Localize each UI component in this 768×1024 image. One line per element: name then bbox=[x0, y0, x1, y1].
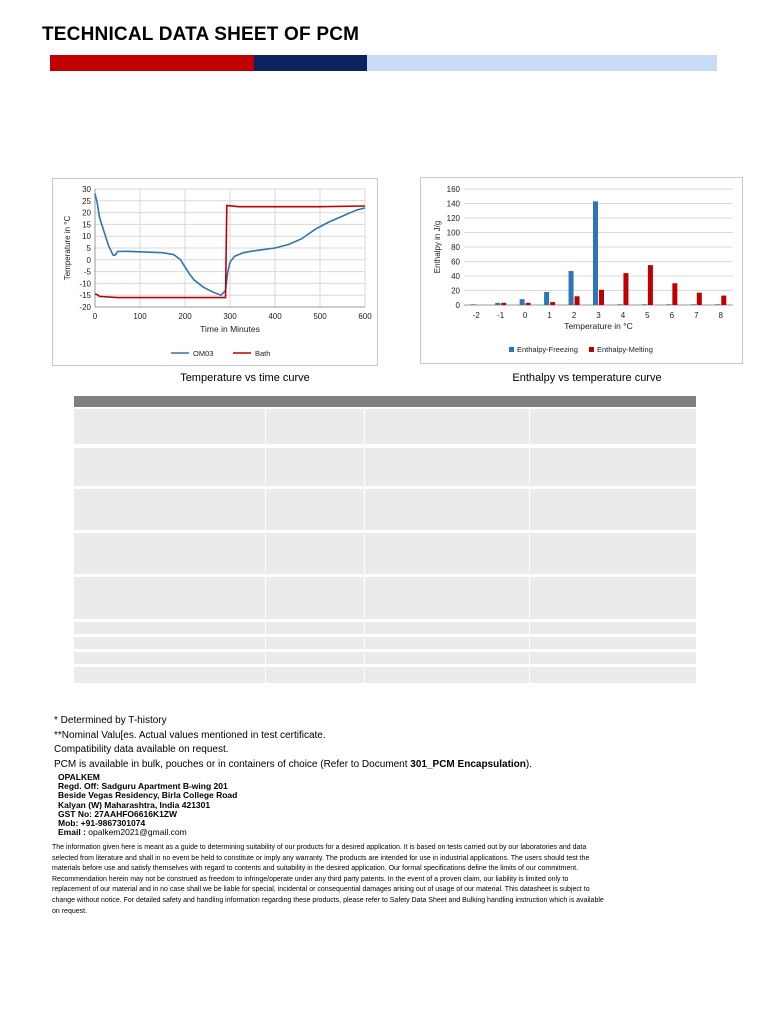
y-tick-label: -15 bbox=[79, 291, 91, 301]
bar-enthalpy-melting bbox=[697, 293, 702, 305]
disclaimer bbox=[52, 843, 712, 917]
table-column-divider bbox=[364, 407, 365, 683]
bar-enthalpy-freezing bbox=[715, 304, 720, 305]
bar-enthalpy-freezing bbox=[544, 292, 549, 305]
x-tick-label: 2 bbox=[571, 311, 577, 320]
disclaimer-line: change without notice. For detailed safety and handling information regarding these products, please refer to Safety Data Sheet and Bulking handling instruction which is available bbox=[52, 896, 604, 904]
x-tick-label: 400 bbox=[268, 312, 282, 321]
enthalpy-temperature-chart bbox=[420, 177, 743, 364]
bar-enthalpy-freezing bbox=[569, 271, 574, 305]
table-column-divider bbox=[529, 407, 530, 683]
header-bar-navy bbox=[254, 55, 367, 71]
bar-enthalpy-melting bbox=[526, 303, 531, 305]
y-tick-label: -20 bbox=[79, 303, 91, 312]
y-tick-label: 30 bbox=[82, 185, 91, 194]
header-bar-light bbox=[367, 55, 717, 71]
bar-enthalpy-freezing bbox=[642, 304, 647, 305]
bar-enthalpy-freezing bbox=[471, 304, 476, 305]
x-tick-label: 7 bbox=[694, 311, 699, 320]
y-tick-label: 100 bbox=[446, 228, 460, 238]
y-axis-label: Enthalpy in J/g bbox=[433, 220, 442, 274]
x-tick-label: 0 bbox=[92, 312, 98, 321]
y-tick-label: 0 bbox=[455, 301, 460, 310]
disclaimer-line: replacement of our material and in no case shall we be liable for special, incidental or consequential damages arising out of usage of our material. This datasheet is subject to bbox=[52, 886, 590, 894]
x-tick-label: 200 bbox=[178, 312, 192, 321]
x-tick-label: 600 bbox=[358, 312, 372, 321]
legend-swatch bbox=[589, 347, 594, 352]
y-tick-label: 140 bbox=[446, 199, 460, 209]
y-tick-label: 80 bbox=[451, 243, 460, 252]
bar-enthalpy-melting bbox=[599, 290, 604, 305]
bar-enthalpy-melting bbox=[672, 283, 677, 305]
company-name: OPALKEM bbox=[58, 772, 100, 782]
y-tick-label: -5 bbox=[83, 267, 91, 277]
x-tick-label: 6 bbox=[669, 311, 675, 320]
x-tick-label: 300 bbox=[223, 312, 237, 321]
mobile-number: Mob: +91-9867301074 bbox=[58, 818, 146, 829]
x-tick-label: 1 bbox=[547, 311, 552, 320]
bar-enthalpy-melting bbox=[550, 302, 555, 305]
y-tick-label: 25 bbox=[82, 196, 91, 206]
x-tick-label: 500 bbox=[313, 312, 327, 321]
bar-enthalpy-freezing bbox=[666, 304, 671, 305]
table-row bbox=[74, 409, 696, 444]
table-row bbox=[74, 577, 696, 619]
x-tick-label: 4 bbox=[620, 311, 626, 320]
table-row bbox=[74, 622, 696, 634]
y-tick-label: 20 bbox=[451, 286, 460, 296]
page-title: TECHNICAL DATA SHEET OF PCM bbox=[42, 24, 360, 45]
y-tick-label: 5 bbox=[86, 244, 91, 253]
x-tick-label: 5 bbox=[645, 311, 650, 320]
note-t-history: * Determined by T-history bbox=[54, 715, 167, 726]
bar-enthalpy-melting bbox=[623, 273, 628, 305]
disclaimer-line: materials before use and satisfy themselves with regard to contents and suitability in the desired application. Our formal specifications define the limits of our commitment. bbox=[52, 865, 579, 873]
disclaimer-line: The information given here is meant as a guide to determining suitability of our products for a desired application. It is based on tests carried out by our laboratories and data bbox=[52, 844, 587, 851]
caption-temperature-time: Temperature vs time curve bbox=[180, 372, 310, 384]
legend-label: Enthalpy-Melting bbox=[597, 345, 653, 354]
legend-swatch bbox=[509, 347, 514, 352]
document-reference: 301_PCM Encapsulation bbox=[410, 758, 526, 770]
legend-label: OM03 bbox=[193, 349, 214, 358]
header-bar-red bbox=[50, 55, 254, 71]
address-line: Beside Vegas Residency, Birla College Road bbox=[58, 790, 238, 801]
bar-enthalpy-melting bbox=[721, 296, 726, 305]
email-address: opalkem2021@gmail.com bbox=[88, 827, 187, 838]
disclaimer-line: selected from literature and shall in no event be held to constitute or imply any warranty. The products are intended for use in industrial applications. The users should test the bbox=[52, 854, 590, 862]
enthalpy-temperature-chart-svg bbox=[421, 178, 742, 363]
caption-enthalpy-temperature: Enthalpy vs temperature curve bbox=[512, 372, 662, 384]
bar-enthalpy-melting bbox=[575, 296, 580, 305]
table-row bbox=[74, 489, 696, 530]
disclaimer-line: on request. bbox=[52, 907, 88, 915]
notes bbox=[54, 714, 532, 772]
y-tick-label: 160 bbox=[446, 185, 460, 194]
table-row bbox=[74, 533, 696, 574]
y-tick-label: 15 bbox=[82, 220, 91, 230]
y-tick-label: 0 bbox=[86, 255, 91, 265]
note-pcm-availability: PCM is available in bulk, pouches or in containers of choice (Refer to Document 301_PCM Encapsulation). bbox=[54, 758, 532, 770]
bar-enthalpy-freezing bbox=[617, 304, 622, 305]
bar-enthalpy-melting bbox=[501, 303, 506, 305]
x-tick-label: 8 bbox=[718, 311, 723, 320]
disclaimer-line: Recommendation herein may not be construed as freedom to infringe/operate under any third party patents. In the event of a proven claim, our liability is limited only to bbox=[52, 875, 569, 883]
bar-enthalpy-freezing bbox=[495, 303, 500, 305]
y-axis-label: Temperature in °C bbox=[63, 215, 72, 281]
temperature-time-chart bbox=[52, 178, 378, 366]
table-row bbox=[74, 667, 696, 683]
temperature-time-chart-svg bbox=[53, 179, 377, 365]
legend-label: Enthalpy-Freezing bbox=[517, 345, 578, 354]
email-line: Email : opalkem2021@gmail.com bbox=[58, 827, 187, 838]
bar-enthalpy-freezing bbox=[691, 304, 696, 305]
table-row bbox=[74, 448, 696, 486]
company-address bbox=[58, 773, 237, 837]
x-tick-label: 0 bbox=[522, 311, 528, 320]
x-tick-label: -2 bbox=[472, 311, 480, 320]
table-column-divider bbox=[265, 407, 266, 683]
y-tick-label: 60 bbox=[451, 257, 460, 267]
y-tick-label: 40 bbox=[451, 272, 460, 281]
y-tick-label: 10 bbox=[82, 232, 91, 242]
table-row bbox=[74, 652, 696, 664]
properties-table bbox=[74, 396, 696, 683]
y-tick-label: 120 bbox=[446, 214, 460, 223]
note-nominal-values: **Nominal Valu[es. Actual values mentioned in test certificate. bbox=[54, 729, 326, 741]
bar-enthalpy-freezing bbox=[593, 201, 598, 305]
legend-label: Bath bbox=[255, 349, 271, 358]
y-tick-label: 20 bbox=[82, 208, 91, 218]
address-line: Kalyan (W) Maharashtra, India 421301 bbox=[58, 799, 211, 810]
address-line: Regd. Off: Sadguru Apartment B-wing 201 bbox=[58, 781, 228, 792]
gst-number: GST No: 27AAHFO6616K1ZW bbox=[58, 808, 178, 819]
x-axis-label: Time in Minutes bbox=[200, 324, 260, 334]
x-axis-label: Temperature in °C bbox=[564, 321, 633, 331]
x-tick-label: 3 bbox=[596, 311, 601, 320]
table-header bbox=[74, 396, 696, 407]
y-tick-label: -10 bbox=[79, 279, 91, 289]
x-tick-label: -1 bbox=[497, 311, 505, 320]
bar-enthalpy-freezing bbox=[520, 299, 525, 305]
note-compatibility: Compatibility data available on request. bbox=[54, 744, 229, 755]
bar-enthalpy-melting bbox=[648, 265, 653, 305]
table-row bbox=[74, 637, 696, 649]
x-tick-label: 100 bbox=[133, 312, 147, 321]
